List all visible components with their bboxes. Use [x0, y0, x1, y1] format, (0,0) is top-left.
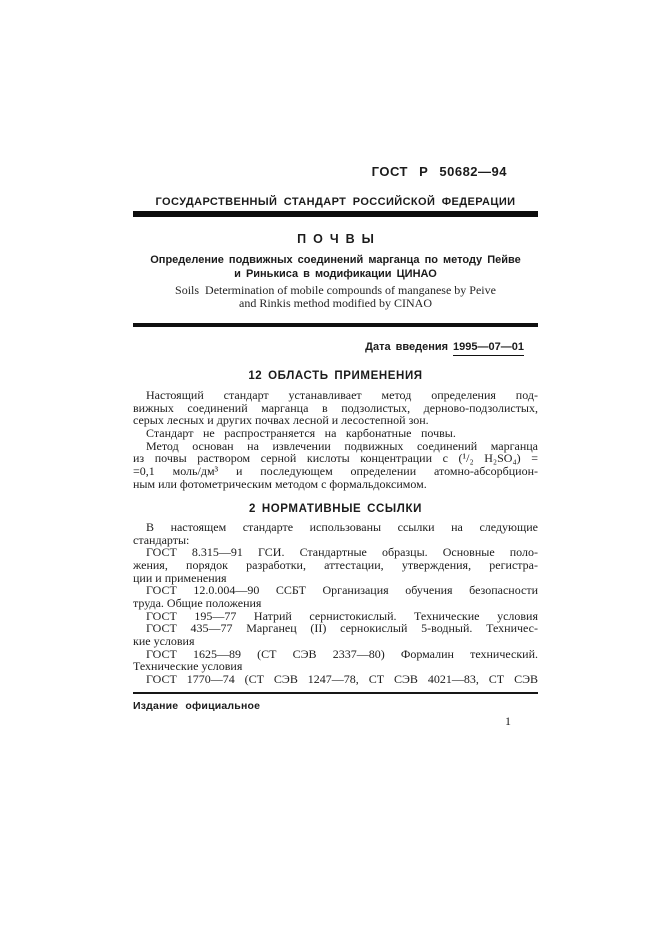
paragraph-line: вижных соединений марганца в подзолистых, дерново-подзолистых, — [133, 400, 538, 415]
paragraph-line: жения, порядок разработки, аттестации, утверждения, регистра- — [133, 557, 538, 572]
title-rule — [133, 323, 538, 327]
paragraph-line: ГОСТ 8.315—91 ГСИ. Стандартные образцы. Основные поло- — [146, 545, 538, 560]
doc-title: ПОЧВЫ — [297, 232, 381, 246]
paragraph-line: из почвы раствором серной кислоты концентрации с (¹/₂ H₂SO₄) = — [133, 451, 538, 466]
footer-rule — [133, 692, 538, 694]
effective-date-value: 1995—07—01 — [453, 341, 524, 356]
paragraph-line: труда. Общие положения — [133, 595, 262, 610]
paragraph-line: ГОСТ 12.0.004—90 ССБТ Организация обучения безопасности — [146, 583, 538, 598]
section-2-body — [133, 521, 538, 686]
paragraph-line: кие условия — [133, 633, 195, 648]
subtitle-ru-line1: Определение подвижных соединений марганца по методу Пейве — [150, 254, 521, 266]
paragraph-line: Метод основан на извлечении подвижных соединений марганца — [146, 438, 538, 453]
paragraph-line: ГОСТ 1625—89 (СТ СЭВ 2337—80) Формалин технический. — [146, 646, 538, 661]
paragraph-line: ции и применения — [133, 570, 227, 585]
section-1-heading: 12 ОБЛАСТЬ ПРИМЕНЕНИЯ — [248, 370, 423, 382]
edition-note: Издание официальное — [133, 700, 261, 712]
org-header: ГОСУДАРСТВЕННЫЙ СТАНДАРТ РОССИЙСКОЙ ФЕДЕРАЦИИ — [155, 196, 516, 208]
section-2-heading: 2 НОРМАТИВНЫЕ ССЫЛКИ — [249, 503, 422, 515]
paragraph-line: В настоящем стандарте использованы ссылки на следующие — [146, 520, 538, 534]
paragraph-line: Настоящий стандарт устанавливает метод определения под- — [146, 388, 538, 402]
subtitle-en-line1: Soils Determination of mobile compounds of manganese by Peive — [175, 283, 496, 297]
paragraph-line: ным или фотометрическим методом с формальдоксимом. — [133, 476, 427, 491]
paragraph-line: стандарты: — [133, 532, 190, 547]
paragraph-line: =0,1 моль/дм³ и последующем определении атомно-абсорбцион- — [133, 463, 538, 478]
page-number: 1 — [505, 714, 511, 728]
effective-date-line — [133, 341, 538, 353]
paragraph-line: Технические условия — [133, 659, 243, 674]
section-1-body — [133, 389, 538, 490]
paragraph-line: ГОСТ 1770—74 (СТ СЭВ 1247—78, СТ СЭВ 4021—83, СТ СЭВ — [146, 671, 538, 686]
header-rule — [133, 211, 538, 217]
subtitle-ru-line2: и Ринькиса в модификации ЦИНАО — [234, 268, 437, 280]
subtitle-en-line2: and Rinkis method modified by CINAO — [239, 296, 432, 310]
paragraph-line: ГОСТ 195—77 Натрий сернистокислый. Технические условия — [146, 608, 538, 623]
paragraph-line: Стандарт не распространяется на карбонатные почвы. — [146, 425, 456, 440]
paragraph-line: ГОСТ 435—77 Марганец (II) сернокислый 5-водный. Техничес- — [146, 621, 538, 636]
doc-number: ГОСТ Р 50682—94 — [371, 164, 507, 179]
paragraph-line: серых лесных и других почвах лесной и лесостепной зон. — [133, 413, 429, 428]
effective-date-label: Дата введения — [365, 341, 449, 353]
